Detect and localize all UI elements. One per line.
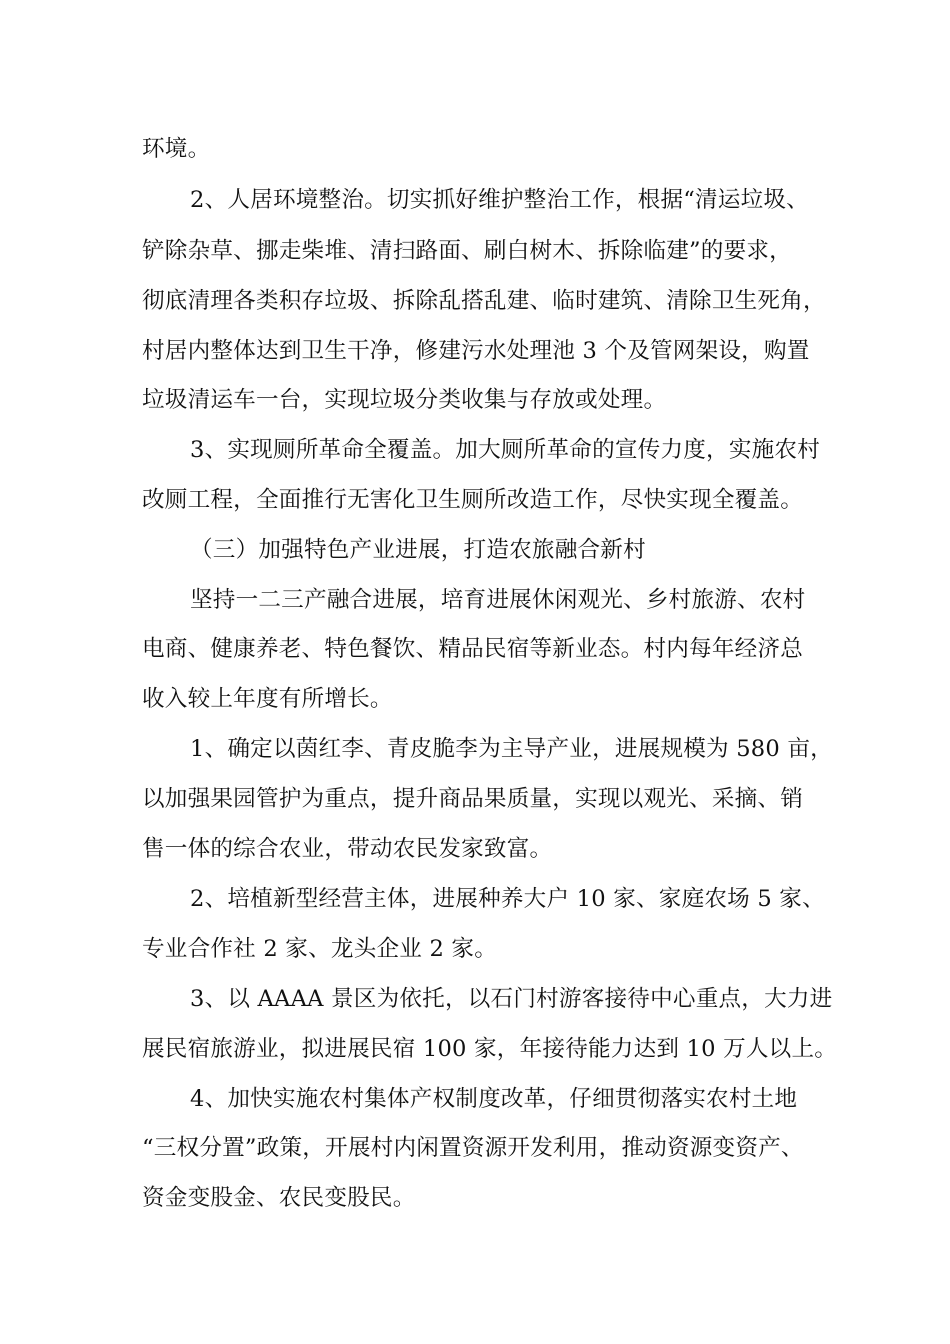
paragraph-line: 专业合作社 2 家、龙头企业 2 家。 [142,936,497,962]
section-heading: （三）加强特色产业进展，打造农旅融合新村 [190,537,646,563]
paragraph-line: 2、培植新型经营主体，进展种养大户 10 家、家庭农场 5 家、 [190,886,825,912]
paragraph-line: 2、人居环境整治。切实抓好维护整治工作，根据“清运垃圾、 [190,187,809,213]
paragraph-line: 坚持一二三产融合进展，培育进展休闲观光、乡村旅游、农村 [190,587,806,613]
paragraph-line: 售一体的综合农业，带动农民发家致富。 [142,836,553,862]
paragraph-line: “三权分置”政策，开展村内闲置资源开发利用，推动资源变资产、 [142,1135,804,1161]
paragraph-line: 彻底清理各类积存垃圾、拆除乱搭乱建、临时建筑、清除卫生死角， [142,288,826,314]
paragraph-line: 电商、健康养老、特色餐饮、精品民宿等新业态。村内每年经济总 [142,636,804,662]
paragraph-line: 展民宿旅游业，拟进展民宿 100 家，年接待能力达到 10 万人以上。 [142,1036,838,1062]
paragraph-line: 3、实现厕所革命全覆盖。加大厕所革命的宣传力度，实施农村 [190,437,821,463]
paragraph-line: 资金变股金、农民变股民。 [142,1185,416,1211]
paragraph-line: 环境。 [142,136,211,162]
paragraph-line: 收入较上年度有所增长。 [142,686,393,712]
paragraph-line: 1、确定以茵红李、青皮脆李为主导产业，进展规模为 580 亩， [190,736,833,762]
paragraph-line: 村居内整体达到卫生干净，修建污水处理池 3 个及管网架设，购置 [142,338,810,364]
paragraph-line: 改厕工程，全面推行无害化卫生厕所改造工作，尽快实现全覆盖。 [142,487,804,513]
paragraph-line: 垃圾清运车一台，实现垃圾分类收集与存放或处理。 [142,387,667,413]
paragraph-line: 以加强果园管护为重点，提升商品果质量，实现以观光、采摘、销 [142,786,804,812]
paragraph-line: 3、以 AAAA 景区为依托，以石门村游客接待中心重点，大力进 [190,986,833,1012]
paragraph-line: 铲除杂草、挪走柴堆、清扫路面、刷白树木、拆除临建”的要求， [142,238,792,264]
paragraph-line: 4、加快实施农村集体产权制度改革，仔细贯彻落实农村土地 [190,1086,798,1112]
